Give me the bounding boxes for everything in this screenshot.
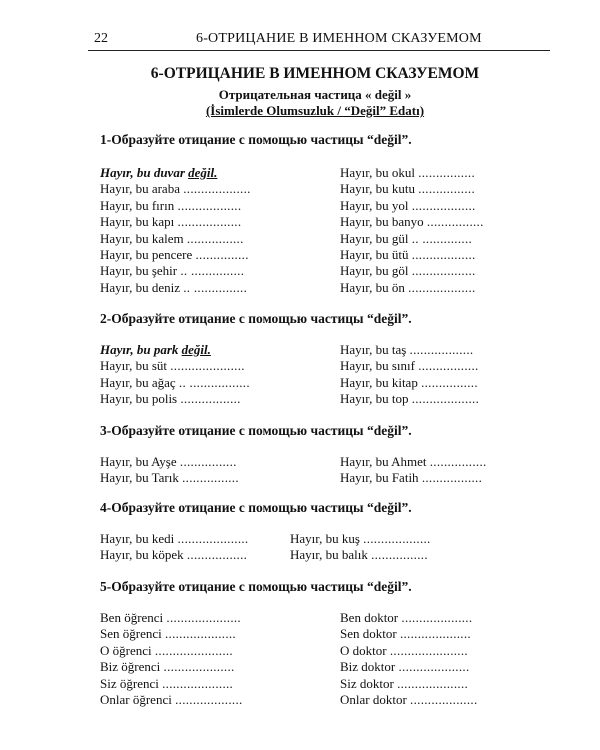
answer-blank[interactable]: ................. <box>186 547 248 563</box>
answer-blank[interactable]: ................ <box>182 470 239 486</box>
lesson-titles <box>100 64 530 119</box>
answer-blank[interactable]: ................... <box>175 691 243 707</box>
answer-blank[interactable]: .. ............... <box>180 263 245 279</box>
answer-blank[interactable]: .................... <box>162 675 234 691</box>
answer-blank[interactable]: ..................... <box>166 610 241 625</box>
answer-blank[interactable]: .................. <box>409 342 474 357</box>
exercise-title: 1-Образуйте отицание с помощью частицы “değil”. <box>100 132 412 147</box>
answer-blank[interactable]: ................... <box>408 279 476 295</box>
exercise-title: 4-Образуйте отицание с помощью частицы “değil”. <box>100 500 412 515</box>
answer-blank[interactable]: .................. <box>411 197 476 213</box>
answer-blank[interactable]: .................. <box>411 263 476 279</box>
answer-blank[interactable]: ................... <box>410 691 478 707</box>
answer-blank[interactable]: .. ................. <box>178 374 250 390</box>
exercise-row: Hayır, bu süt ..................... <box>100 358 245 374</box>
exercise-1 <box>100 131 484 297</box>
answer-blank[interactable]: .................... <box>397 675 469 691</box>
exercise-row: Hayır, bu Ayşe ................ <box>100 454 237 469</box>
exercise-row: Hayır, bu okul ................ <box>340 165 476 180</box>
right-column <box>340 454 487 487</box>
answer-blank[interactable]: .................. <box>177 197 242 213</box>
answer-blank[interactable]: ................... <box>183 181 251 197</box>
answer-blank[interactable]: .................... <box>401 610 473 625</box>
exercise-title: 3-Образуйте отицание с помощью частицы “değil”. <box>100 423 412 438</box>
exercise-row: Hayır, bu Ahmet ................ <box>340 454 487 469</box>
answer-blank[interactable]: ................ <box>371 547 428 563</box>
exercise-row: Hayır, bu göl .................. <box>340 263 476 279</box>
left-column <box>100 165 251 296</box>
example-sentence: Hayır, bu park değil. <box>100 342 211 357</box>
exercise-row: Hayır, bu ön ................... <box>340 279 476 295</box>
exercise-row: Hayır, bu ağaç .. ................. <box>100 374 250 390</box>
exercise-row: Hayır, bu pencere ............... <box>100 246 249 262</box>
answer-blank[interactable]: .. .............. <box>411 230 473 246</box>
exercise-row: Hayır, bu Fatih ................. <box>340 470 483 486</box>
exercise-row: Hayır, bu deniz .. ............... <box>100 279 248 295</box>
answer-blank[interactable]: ...................... <box>389 642 468 658</box>
exercise-row: Hayır, bu polis ................. <box>100 391 241 407</box>
exercise-row: Biz öğrenci .................... <box>100 659 235 675</box>
exercise-row: Ben öğrenci ..................... <box>100 610 241 625</box>
exercise-row: Hayır, bu köpek ................. <box>100 547 248 563</box>
page-number: 22 <box>94 31 108 46</box>
exercise-row: Siz doktor .................... <box>340 675 469 691</box>
lesson-title: 6-ОТРИЦАНИЕ В ИМЕННОМ СКАЗУЕМОМ <box>150 65 480 82</box>
exercise-row: Hayır, bu kalem ................ <box>100 230 244 246</box>
answer-blank[interactable]: ................ <box>426 214 484 230</box>
exercise-row: Hayır, bu taş .................. <box>340 342 474 357</box>
exercise-row: Hayır, bu kapı .................. <box>100 214 242 230</box>
exercise-title: 5-Образуйте отицание с помощью частицы “değil”. <box>100 579 412 594</box>
exercise-row: Hayır, bu kitap ................ <box>340 374 478 390</box>
answer-blank[interactable]: ................ <box>421 374 478 390</box>
exercise-row: O öğrenci ...................... <box>100 642 233 658</box>
left-column <box>100 610 243 708</box>
exercise-row: Hayır, bu Tarık ................ <box>100 470 239 486</box>
exercise-row: Hayır, bu balık ................ <box>290 547 428 563</box>
left-column <box>100 342 250 408</box>
exercise-row: Hayır, bu top ................... <box>340 391 480 407</box>
exercise-row: Hayır, bu şehir .. ............... <box>100 263 245 279</box>
exercise-row: Biz doktor .................... <box>340 659 470 675</box>
example-sentence: Hayır, bu duvar değil. <box>100 165 218 180</box>
answer-blank[interactable]: ................. <box>418 358 479 374</box>
exercise-row: Hayır, bu araba ................... <box>100 181 251 197</box>
exercise-row: Sen doktor .................... <box>340 626 471 642</box>
answer-blank[interactable]: .................... <box>398 659 470 675</box>
exercise-row: Siz öğrenci .................... <box>100 675 234 691</box>
right-column <box>340 342 479 408</box>
exercise-row: Hayır, bu kedi .................... <box>100 531 249 546</box>
exercise-row: Hayır, bu fırın .................. <box>100 197 242 213</box>
answer-blank[interactable]: .................... <box>177 531 249 546</box>
exercise-row: Onlar öğrenci ................... <box>100 691 243 707</box>
answer-blank[interactable]: ................... <box>411 391 480 407</box>
left-column <box>100 531 248 564</box>
exercise-row: Onlar doktor ................... <box>340 691 478 707</box>
answer-blank[interactable]: ................ <box>429 454 487 469</box>
answer-blank[interactable]: ................... <box>363 531 431 546</box>
exercise-4 <box>100 499 431 565</box>
exercise-row: Sen öğrenci .................... <box>100 626 236 642</box>
exercise-5 <box>100 578 478 710</box>
exercise-title: 2-Образуйте отицание с помощью частицы “değil”. <box>100 311 412 326</box>
exercise-row: Hayır, bu banyo ................ <box>340 214 484 230</box>
exercise-row: Hayır, bu ütü .................. <box>340 246 476 262</box>
right-column <box>290 531 431 564</box>
exercise-row: Hayır, bu kuş ................... <box>290 531 431 546</box>
exercise-row: Hayır, bu gül .. .............. <box>340 230 473 246</box>
answer-blank[interactable]: .................... <box>163 659 235 675</box>
answer-blank[interactable]: ................ <box>418 165 476 180</box>
answer-blank[interactable]: ................. <box>421 470 483 486</box>
exercise-row: Hayır, bu sınıf ................. <box>340 358 479 374</box>
exercise-3 <box>100 422 487 488</box>
exercise-row: O doktor ...................... <box>340 642 468 658</box>
running-title: 6-ОТРИЦАНИЕ В ИМЕННОМ СКАЗУЕМОМ <box>196 31 482 46</box>
answer-blank[interactable]: ................ <box>179 454 237 469</box>
left-column <box>100 454 239 487</box>
lesson-subtitle-turkish: (İsimlerde Olumsuzluk / “Değil” Edatı) <box>205 103 425 118</box>
answer-blank[interactable]: ................. <box>180 391 241 407</box>
answer-blank[interactable]: .. ............... <box>183 279 248 295</box>
right-column <box>340 165 484 296</box>
answer-blank[interactable]: ..................... <box>170 358 245 374</box>
exercise-row: Hayır, bu yol .................. <box>340 197 476 213</box>
page-header <box>88 30 550 51</box>
exercise-2 <box>100 310 480 410</box>
answer-blank[interactable]: .................... <box>164 626 236 642</box>
right-column <box>340 610 478 708</box>
answer-blank[interactable]: .................... <box>399 626 471 642</box>
answer-blank[interactable]: ............... <box>195 246 249 262</box>
answer-blank[interactable]: ................ <box>186 230 244 246</box>
answer-blank[interactable]: .................. <box>177 214 242 230</box>
lesson-subtitle: Отрицательная частица « değil » <box>218 87 412 102</box>
exercise-row: Ben doktor .................... <box>340 610 473 625</box>
answer-blank[interactable]: ...................... <box>154 642 233 658</box>
answer-blank[interactable]: .................. <box>411 246 476 262</box>
exercise-row: Hayır, bu kutu ................ <box>340 181 476 197</box>
answer-blank[interactable]: ................ <box>418 181 476 197</box>
